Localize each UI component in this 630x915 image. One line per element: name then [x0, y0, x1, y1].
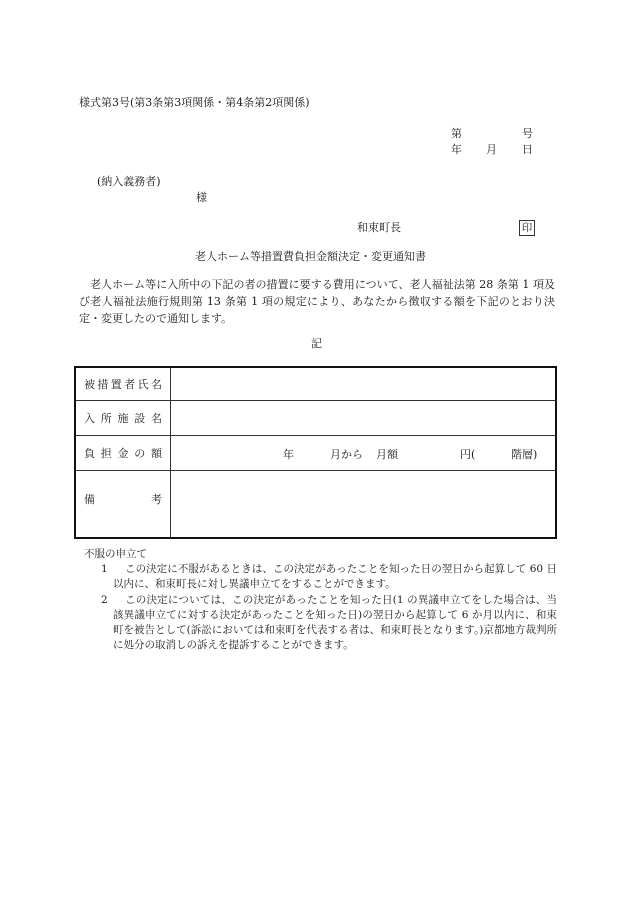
amount-monthly: 月額	[375, 448, 398, 461]
value-facility-name[interactable]	[170, 401, 556, 436]
doc-number-dai: 第	[451, 127, 462, 140]
label-remarks: 備 考	[75, 471, 170, 539]
form-number: 様式第3号(第3条第3項関係・第4条第2項関係)	[79, 96, 310, 109]
label-facility-name: 入 所 施 設 名	[75, 401, 170, 436]
payer-honorific: 様	[196, 191, 207, 204]
issuer-name: 和束町長	[357, 221, 401, 234]
table-row	[75, 367, 556, 401]
doc-number-go: 号	[522, 127, 533, 140]
appeal-item	[101, 593, 557, 653]
value-charge-amount[interactable]	[170, 436, 556, 471]
appeal-item	[101, 562, 557, 592]
table-row	[75, 436, 556, 471]
appeal-heading: 不服の申立て	[84, 548, 147, 560]
amount-tier: 階層)	[510, 448, 538, 461]
appeal-item-number: 1	[101, 563, 108, 575]
amount-from-month: 月から	[329, 448, 363, 461]
date-day: 日	[522, 143, 533, 156]
value-remarks[interactable]	[170, 471, 556, 539]
amount-yen: 円(	[459, 448, 476, 461]
table-row	[75, 471, 556, 539]
amount-year: 年	[282, 448, 294, 461]
date-year: 年	[451, 143, 462, 156]
appeal-item-text: この決定に不服があるときは、この決定があったことを知った日の翌日から起算して 60 日以内に、和束町長に対し異議申立てをすることができます。	[113, 563, 557, 590]
seal-mark: 印	[519, 220, 535, 236]
label-charge-amount: 負 担 金 の 額	[75, 436, 170, 471]
info-table	[74, 366, 557, 539]
appeal-item-number: 2	[101, 594, 108, 606]
document-title: 老人ホーム等措置費負担金額決定・変更通知書	[195, 250, 426, 263]
body-paragraph: 老人ホーム等に入所中の下記の者の措置に要する費用について、老人福祉法第 28 条第 1 項及び老人福祉法施行規則第 13 条第 1 項の規定により、あなたから徴収する額を下記のとおり決定・変更したので通知します。	[79, 278, 555, 325]
payer-label: (納入義務者)	[97, 175, 161, 188]
appeal-item-text: この決定については、この決定があったことを知った日(1 の異議申立てをした場合は、当該異議申立てに対する決定があったことを知った日)の翌日から起算して 6 か月以内に、和束町を被告として(訴訟においては和束町を代表する者は、和束町長となります。)京都地方裁判所に処分の取消しの訴えを提訴することができます。	[113, 594, 557, 651]
table-row	[75, 401, 556, 436]
ki-marker: 記	[311, 337, 322, 350]
label-recipient-name: 被 措 置 者 氏 名	[75, 367, 170, 401]
value-recipient-name[interactable]	[170, 367, 556, 401]
date-month: 月	[486, 143, 497, 156]
